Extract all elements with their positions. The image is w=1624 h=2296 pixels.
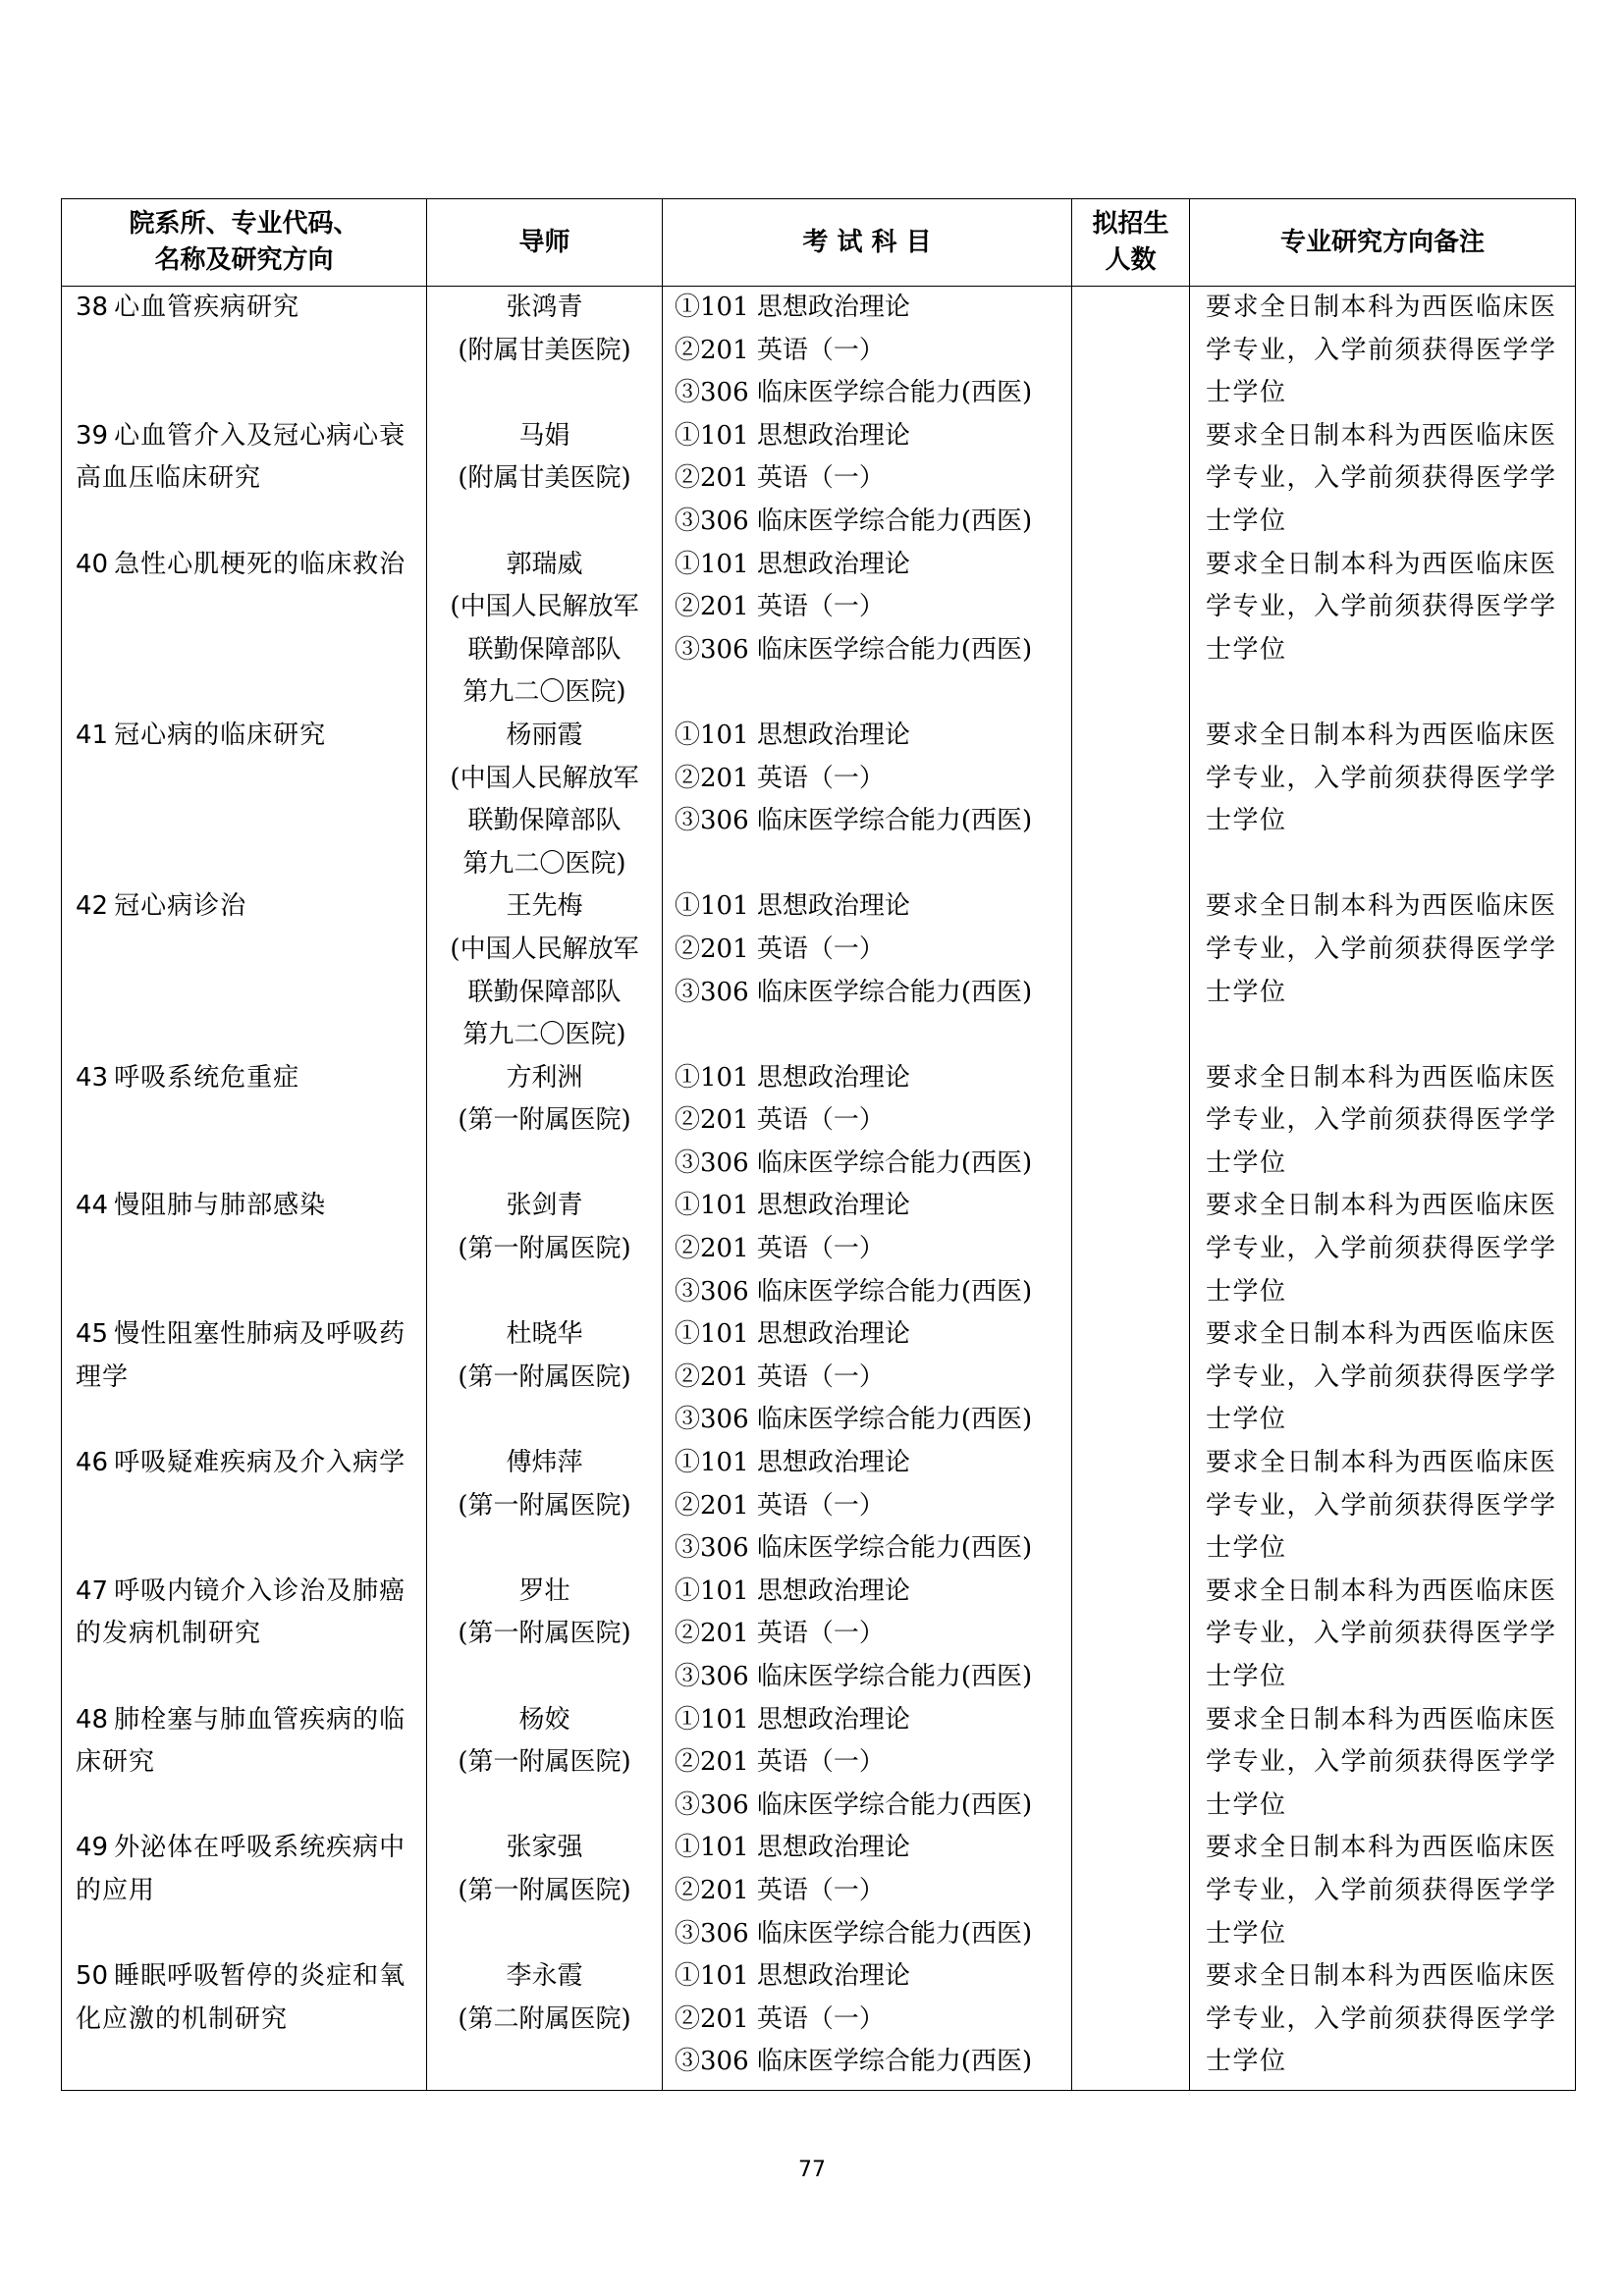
advisor-affiliation-line: (第一附属医院) (458, 1875, 631, 1905)
direction-cell (62, 1571, 427, 1699)
direction-name: 慢性阻塞性肺病及呼吸药理学 (76, 1319, 406, 1392)
header-department-line1: 院系所、专业代码、 (129, 209, 359, 239)
advisor-cell (427, 1057, 663, 1186)
direction-number: 48 (76, 1704, 109, 1735)
remark-cell: 要求全日制本科为西医临床医学专业，入学前须获得医学学士学位 (1190, 1057, 1576, 1186)
enrollment-cell (1072, 1057, 1190, 1186)
direction-number: 50 (76, 1961, 109, 1992)
exam-subject: ②201 英语（一） (675, 1875, 885, 1905)
advisor-affiliation-line: 第九二〇医院) (462, 848, 626, 879)
program-table (61, 198, 1576, 2091)
advisor-cell (427, 415, 663, 544)
header-enrollment-line2: 人数 (1105, 245, 1157, 275)
header-department (62, 199, 427, 287)
table-row (62, 1955, 1576, 2090)
exam-subject: ②201 英语（一） (675, 1105, 885, 1136)
direction-cell (62, 1955, 427, 2090)
exam-subject: ①101 思想政治理论 (675, 1961, 910, 1992)
remark-cell: 要求全日制本科为西医临床医学专业，入学前须获得医学学士学位 (1190, 1699, 1576, 1828)
direction-number: 49 (76, 1833, 109, 1863)
advisor-affiliation-line: (附属甘美医院) (458, 335, 631, 365)
direction-cell (62, 1827, 427, 1955)
direction-number: 47 (76, 1575, 109, 1606)
exam-subject: ②201 英语（一） (675, 592, 885, 622)
advisor-affiliation-line: 第九二〇医院) (462, 1020, 626, 1050)
exam-subject: ③306 临床医学综合能力(西医) (675, 634, 1033, 665)
exam-subject: ③306 临床医学综合能力(西医) (675, 1405, 1033, 1435)
subjects-cell (663, 1442, 1072, 1571)
advisor-cell (427, 715, 663, 885)
exam-subject: ①101 思想政治理论 (675, 1575, 910, 1606)
table-row (62, 1057, 1576, 1186)
direction-number: 39 (76, 420, 109, 451)
exam-subject: ③306 临床医学综合能力(西医) (675, 506, 1033, 536)
advisor-cell (427, 1185, 663, 1313)
advisor-affiliation-line: (第一附属医院) (458, 1362, 631, 1392)
advisor-cell (427, 287, 663, 415)
direction-name: 呼吸内镜介入诊治及肺癌的发病机制研究 (76, 1575, 406, 1649)
advisor-name: 张剑青 (506, 1191, 583, 1221)
direction-number: 40 (76, 549, 109, 579)
table-row (62, 885, 1576, 1056)
direction-name: 冠心病诊治 (114, 891, 247, 922)
subjects-cell (663, 1827, 1072, 1955)
exam-subject: ③306 临床医学综合能力(西医) (675, 378, 1033, 408)
exam-subject: ②201 英语（一） (675, 1362, 885, 1392)
exam-subject: ③306 临床医学综合能力(西医) (675, 2047, 1033, 2077)
advisor-name: 郭瑞威 (506, 549, 583, 579)
exam-subject: ③306 临床医学综合能力(西医) (675, 1276, 1033, 1307)
direction-number: 42 (76, 891, 109, 922)
advisor-affiliation-line: 第九二〇医院) (462, 677, 626, 708)
direction-name: 慢阻肺与肺部感染 (114, 1191, 327, 1221)
exam-subject: ①101 思想政治理论 (675, 420, 910, 451)
advisor-name: 傅炜萍 (506, 1448, 583, 1478)
advisor-cell (427, 1827, 663, 1955)
subjects-cell (663, 287, 1072, 415)
subjects-cell (663, 1185, 1072, 1313)
table-row (62, 544, 1576, 715)
remark-cell: 要求全日制本科为西医临床医学专业，入学前须获得医学学士学位 (1190, 544, 1576, 715)
direction-cell (62, 415, 427, 544)
subjects-cell (663, 1313, 1072, 1442)
enrollment-cell (1072, 1827, 1190, 1955)
table-header-row (62, 199, 1576, 287)
table-row (62, 415, 1576, 544)
header-subjects: 考 试 科 目 (663, 199, 1072, 287)
exam-subject: ②201 英语（一） (675, 2003, 885, 2034)
direction-name: 心血管疾病研究 (114, 293, 300, 322)
advisor-cell (427, 1442, 663, 1571)
advisor-affiliation-line: (第一附属医院) (458, 1234, 631, 1264)
direction-number: 43 (76, 1062, 109, 1093)
table-row (62, 1827, 1576, 1955)
advisor-name: 杜晓华 (506, 1319, 583, 1350)
advisor-name: 马娟 (518, 420, 570, 451)
advisor-name: 方利洲 (506, 1062, 583, 1093)
exam-subject: ②201 英语（一） (675, 335, 885, 365)
direction-cell (62, 715, 427, 885)
remark-cell: 要求全日制本科为西医临床医学专业，入学前须获得医学学士学位 (1190, 1571, 1576, 1699)
subjects-cell (663, 1571, 1072, 1699)
advisor-affiliation-line: (第二附属医院) (458, 2003, 631, 2034)
advisor-cell (427, 1699, 663, 1828)
advisor-affiliation-line: (附属甘美医院) (458, 463, 631, 494)
remark-cell: 要求全日制本科为西医临床医学专业，入学前须获得医学学士学位 (1190, 1185, 1576, 1313)
header-advisor: 导师 (427, 199, 663, 287)
remark-cell: 要求全日制本科为西医临床医学专业，入学前须获得医学学士学位 (1190, 715, 1576, 885)
table-body (62, 287, 1576, 2091)
table-row (62, 1699, 1576, 1828)
direction-name: 肺栓塞与肺血管疾病的临床研究 (76, 1704, 406, 1778)
direction-cell (62, 1699, 427, 1828)
exam-subject: ③306 临床医学综合能力(西医) (675, 1662, 1033, 1691)
exam-subject: ①101 思想政治理论 (675, 1704, 910, 1735)
remark-cell: 要求全日制本科为西医临床医学专业，入学前须获得医学学士学位 (1190, 1442, 1576, 1571)
direction-name: 外泌体在呼吸系统疾病中的应用 (76, 1833, 406, 1905)
exam-subject: ①101 思想政治理论 (675, 1833, 910, 1863)
advisor-affiliation-line: (第一附属医院) (458, 1490, 631, 1521)
header-enrollment-line1: 拟招生 (1092, 209, 1169, 239)
enrollment-cell (1072, 1442, 1190, 1571)
direction-number: 41 (76, 720, 109, 750)
direction-name: 呼吸系统危重症 (114, 1062, 300, 1093)
direction-cell (62, 1442, 427, 1571)
table-row (62, 1313, 1576, 1442)
subjects-cell (663, 415, 1072, 544)
remark-cell: 要求全日制本科为西医临床医学专业，入学前须获得医学学士学位 (1190, 287, 1576, 415)
exam-subject: ①101 思想政治理论 (675, 1191, 910, 1221)
exam-subject: ③306 临床医学综合能力(西医) (675, 1918, 1033, 1949)
exam-subject: ②201 英语（一） (675, 463, 885, 494)
advisor-cell (427, 1955, 663, 2090)
exam-subject: ③306 临床医学综合能力(西医) (675, 977, 1033, 1007)
subjects-cell (663, 1699, 1072, 1828)
direction-name: 冠心病的临床研究 (114, 720, 327, 750)
exam-subject: ①101 思想政治理论 (675, 1319, 910, 1350)
subjects-cell (663, 885, 1072, 1056)
enrollment-cell (1072, 544, 1190, 715)
advisor-affiliation-line: (中国人民解放军 (450, 592, 639, 622)
exam-subject: ①101 思想政治理论 (675, 549, 910, 579)
enrollment-cell (1072, 1571, 1190, 1699)
direction-cell (62, 544, 427, 715)
advisor-name: 张家强 (506, 1833, 583, 1863)
subjects-cell (663, 1057, 1072, 1186)
direction-name: 呼吸疑难疾病及介入病学 (114, 1448, 406, 1478)
direction-cell (62, 1185, 427, 1313)
exam-subject: ③306 临床医学综合能力(西医) (675, 1533, 1033, 1564)
advisor-affiliation-line: (第一附属医院) (458, 1747, 631, 1778)
remark-cell: 要求全日制本科为西医临床医学专业，入学前须获得医学学士学位 (1190, 1827, 1576, 1955)
enrollment-cell (1072, 415, 1190, 544)
enrollment-cell (1072, 1955, 1190, 2090)
table-row (62, 1185, 1576, 1313)
exam-subject: ②201 英语（一） (675, 1747, 885, 1778)
direction-number: 38 (76, 293, 109, 322)
exam-subject: ①101 思想政治理论 (675, 1062, 910, 1093)
advisor-name: 张鸿青 (506, 293, 583, 322)
advisor-affiliation-line: (中国人民解放军 (450, 934, 639, 964)
advisor-affiliation-line: 联勤保障部队 (467, 806, 622, 836)
advisor-affiliation-line: (第一附属医院) (458, 1619, 631, 1649)
header-department-line2: 名称及研究方向 (154, 245, 334, 275)
advisor-affiliation-line: (第一附属医院) (458, 1105, 631, 1136)
direction-cell (62, 1057, 427, 1186)
remark-cell: 要求全日制本科为西医临床医学专业，入学前须获得医学学士学位 (1190, 1955, 1576, 2090)
advisor-name: 杨丽霞 (506, 720, 583, 750)
direction-name: 急性心肌梗死的临床救治 (114, 549, 406, 579)
exam-subject: ①101 思想政治理论 (675, 293, 910, 322)
advisor-affiliation-line: 联勤保障部队 (467, 977, 622, 1007)
exam-subject: ②201 英语（一） (675, 1619, 885, 1649)
table-row (62, 1571, 1576, 1699)
subjects-cell (663, 544, 1072, 715)
direction-cell (62, 1313, 427, 1442)
remark-cell: 要求全日制本科为西医临床医学专业，入学前须获得医学学士学位 (1190, 885, 1576, 1056)
advisor-name: 李永霞 (506, 1961, 583, 1992)
direction-number: 46 (76, 1448, 109, 1478)
exam-subject: ③306 临床医学综合能力(西医) (675, 806, 1033, 836)
table-row (62, 715, 1576, 885)
page-number: 77 (798, 2158, 826, 2182)
direction-cell (62, 885, 427, 1056)
exam-subject: ①101 思想政治理论 (675, 720, 910, 750)
enrollment-cell (1072, 885, 1190, 1056)
advisor-cell (427, 544, 663, 715)
header-remarks: 专业研究方向备注 (1190, 199, 1576, 287)
exam-subject: ①101 思想政治理论 (675, 1448, 910, 1478)
advisor-affiliation-line: (中国人民解放军 (450, 763, 639, 793)
exam-subject: ②201 英语（一） (675, 1490, 885, 1521)
exam-subject: ②201 英语（一） (675, 934, 885, 964)
advisor-cell (427, 1313, 663, 1442)
header-enrollment (1072, 199, 1190, 287)
advisor-cell (427, 1571, 663, 1699)
subjects-cell (663, 1955, 1072, 2090)
enrollment-cell (1072, 287, 1190, 415)
enrollment-cell (1072, 1699, 1190, 1828)
advisor-affiliation-line: 联勤保障部队 (467, 634, 622, 665)
subjects-cell (663, 715, 1072, 885)
direction-cell (62, 287, 427, 415)
table-row (62, 1442, 1576, 1571)
advisor-name: 罗壮 (518, 1575, 570, 1606)
enrollment-cell (1072, 715, 1190, 885)
exam-subject: ②201 英语（一） (675, 763, 885, 793)
exam-subject: ③306 临床医学综合能力(西医) (675, 1789, 1033, 1820)
enrollment-cell (1072, 1313, 1190, 1442)
table-row (62, 287, 1576, 415)
advisor-name: 杨姣 (518, 1704, 570, 1735)
advisor-name: 王先梅 (506, 891, 583, 922)
remark-cell: 要求全日制本科为西医临床医学专业，入学前须获得医学学士学位 (1190, 1313, 1576, 1442)
direction-number: 45 (76, 1319, 109, 1350)
advisor-cell (427, 885, 663, 1056)
direction-name: 睡眠呼吸暂停的炎症和氧化应激的机制研究 (76, 1961, 406, 2034)
remark-cell: 要求全日制本科为西医临床医学专业，入学前须获得医学学士学位 (1190, 415, 1576, 544)
enrollment-cell (1072, 1185, 1190, 1313)
exam-subject: ③306 临床医学综合能力(西医) (675, 1148, 1033, 1178)
direction-number: 44 (76, 1191, 109, 1221)
exam-subject: ①101 思想政治理论 (675, 891, 910, 922)
direction-name: 心血管介入及冠心病心衰高血压临床研究 (76, 420, 406, 494)
exam-subject: ②201 英语（一） (675, 1234, 885, 1264)
